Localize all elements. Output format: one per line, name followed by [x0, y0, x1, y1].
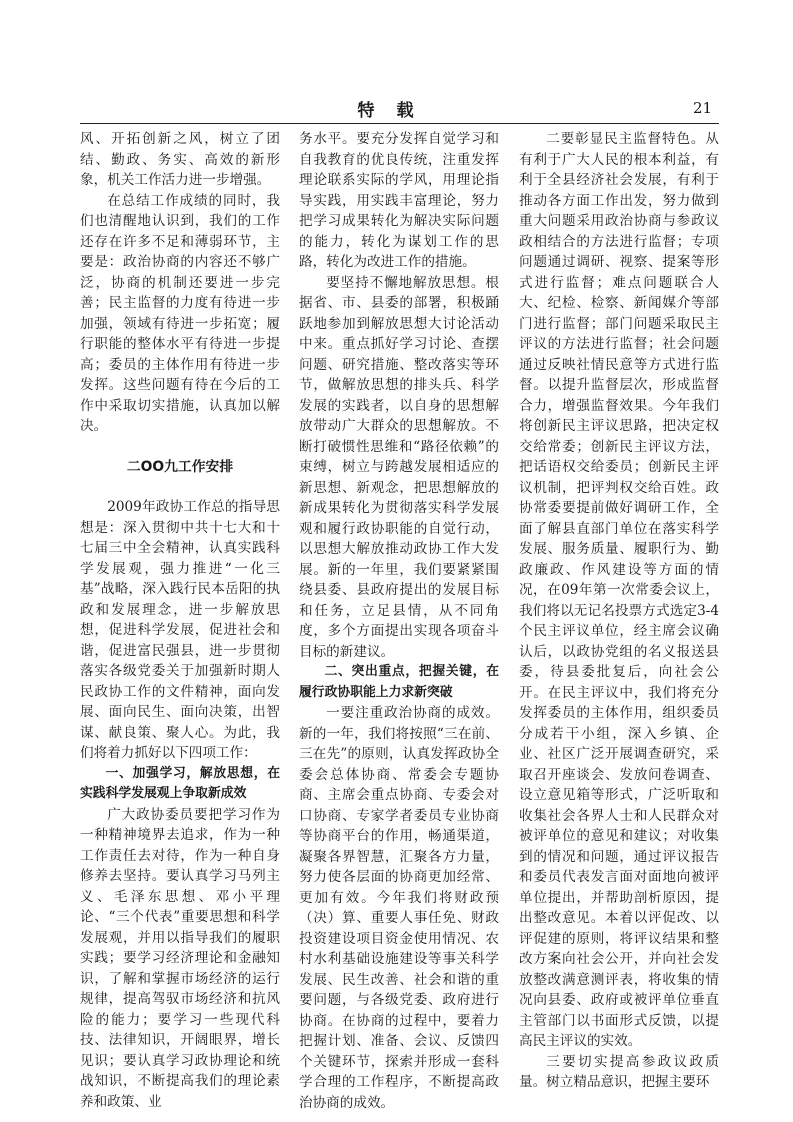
section-heading: 二OO九工作安排 [126, 458, 234, 475]
subsection-heading: 二、突出重点，把握关键，在履行政协职能上力求新突破 [299, 664, 499, 700]
column-2 [299, 129, 499, 1113]
subsection-heading: 一、加强学习，解放思想，在实践科学发展观上争取新成效 [80, 765, 280, 801]
header-rule [80, 123, 719, 124]
running-header-title: 特载 [357, 101, 436, 121]
paragraph: 务水平。要充分发挥自觉学习和自我教育的优良传统，注重发挥理论联系实际的学风，用理论指导实践，用实践丰富理论，努力把学习成果转化为解决实际问题的能力，转化为谋划工作的思路，转化为改进工作的措施。 [299, 131, 499, 270]
column-1 [80, 129, 280, 1112]
paragraph: 三要切实提高参政议政质量。树立精品意识，把握主要环 [519, 1053, 719, 1090]
paragraph: 一要注重政治协商的成效。新的一年，我们将按照“三在前、三在先”的原则，认真发挥政协全委会总体协商、常委会专题协商、主席会重点协商、专委会对口协商、专家学者委员专业协商等协商平台的作用，畅通渠道，凝聚各界智慧，汇聚各方力量，努力使各层面的协商更加经常、更加有效。今年我们将财政预（决）算、重要人事任免、财政投资建设项目资金使用情况、农村水利基础设施建设等事关科学发展、民生改善、社会和谐的重要问题，与各级党委、政府进行协商。在协商的过程中，要着力把握计划、准备、会议、反馈四个关键环节，探索并形成一套科学合理的工作程序，不断提高政治协商的成效。 [299, 705, 499, 1111]
column-3 [519, 129, 719, 1093]
paragraph: 广大政协委员要把学习作为一种精神境界去追求，作为一种工作责任去对待，作为一种自身修养去坚持。要认真学习马列主义、毛泽东思想、邓小平理论、“三个代表”重要思想和科学发展观，并用以指导我们的履职实践；要学习经济理论和金融知识，了解和掌握市场经济的运行规律，提高驾驭市场经济和抗风险的能力；要学习一些现代科技、法律知识，开阔眼界，增长见识；要认真学习政协理论和统战知识，不断提高我们的理论素养和政策、业 [80, 806, 280, 1110]
paragraph: 2009年政协工作总的指导思想是：深入贯彻中共十七大和十七届三中全会精神，认真实践科学发展观，强力推进“一化三基”战略，深入践行民本岳阳的执政和发展理念，进一步解放思想，促进科学发展，促进社会和谐，促进富民强县，进一步贯彻落实各级党委关于加强新时期人民政协工作的文件精神，面向发展、面向民生、面向决策，出智谋、献良策、聚人心。为此，我们将着力抓好以下四项工作： [80, 499, 280, 761]
paragraph: 要坚持不懈地解放思想。根据省、市、县委的部署，积极踊跃地参加到解放思想大讨论活动中来。重点抓好学习讨论、查摆问题、研究措施、整改落实等环节，做解放思想的排头兵、科学发展的实践者，以自身的思想解放带动广大群众的思想解放。不断打破惯性思维和“路径依赖”的束缚，树立与跨越发展相适应的新思想、新观念，把思想解放的新成果转化为贯彻落实科学发展观和履行政协职能的自觉行动，以思想大解放推动政协工作大发展。新的一年里，我们要紧紧围绕县委、县政府提出的发展目标和任务，立足县情，从不同角度，多个方面提出实现各项奋斗目标的新建议。 [299, 274, 499, 660]
paragraph: 二要彰显民主监督特色。从有利于广大人民的根本利益，有利于全县经济社会发展，有利于推动各方面工作出发，努力做到重大问题采用政治协商与参政议政相结合的方法进行监督；专项问题通过调研、视察、提案等形式进行监督；难点问题联合人大、纪检、检察、新闻媒介等部门进行监督；部门问题采取民主评议的方法进行监督；社会问题通过反映社情民意等方式进行监督。以提升监督层次，形成监督合力，增强监督效果。今年我们将创新民主评议思路，把决定权交给常委；创新民主评议方法，把话语权交给委员；创新民主评议机制，把评判权交给百姓。政协常委要提前做好调研工作，全面了解县直部门单位在落实科学发展、服务质量、履职行为、勤政廉政、作风建设等方面的情况，在09年第一次常委会议上，我们将以无记名投票方式选定3-4个民主评议单位，经主席会议确认后，以政协党组的名义报送县委，待县委批复后，向社会公开。在民主评议中，我们将充分发挥委员的主体作用，组织委员分成若干小组，深入乡镇、企业、社区广泛开展调查研究，采取召开座谈会、发放问卷调查、设立意见箱等形式，广泛听取和收集社会各界人士和人民群众对被评单位的意见和建议；对收集到的情况和问题，通过评议报告和委员代表发言面对面地向被评单位提出，并帮助剖析原因，提出整改意见。本着以评促改、以评促建的原则，将评议结果和整改方案向社会公开，并向社会发放整改满意测评表，将收集的情况向县委、政府或被评单位垂直主管部门以书面形式反馈，以提高民主评议的实效。 [519, 131, 719, 1049]
paragraph: 风、开拓创新之风，树立了团结、勤政、务实、高效的新形象，机关工作活力进一步增强。 [80, 131, 280, 188]
page-number: 21 [693, 99, 713, 117]
paragraph: 在总结工作成绩的同时，我们也清醒地认识到，我们的工作还存在许多不足和薄弱环节，主要是：政治协商的内容还不够广泛，协商的机制还要进一步完善；民主监督的力度有待进一步加强，领域有待进一步拓宽；履行职能的整体水平有待进一步提高；委员的主体作用有待进一步发挥。这些问题有待在今后的工作中采取切实措施，认真加以解决。 [80, 192, 280, 434]
